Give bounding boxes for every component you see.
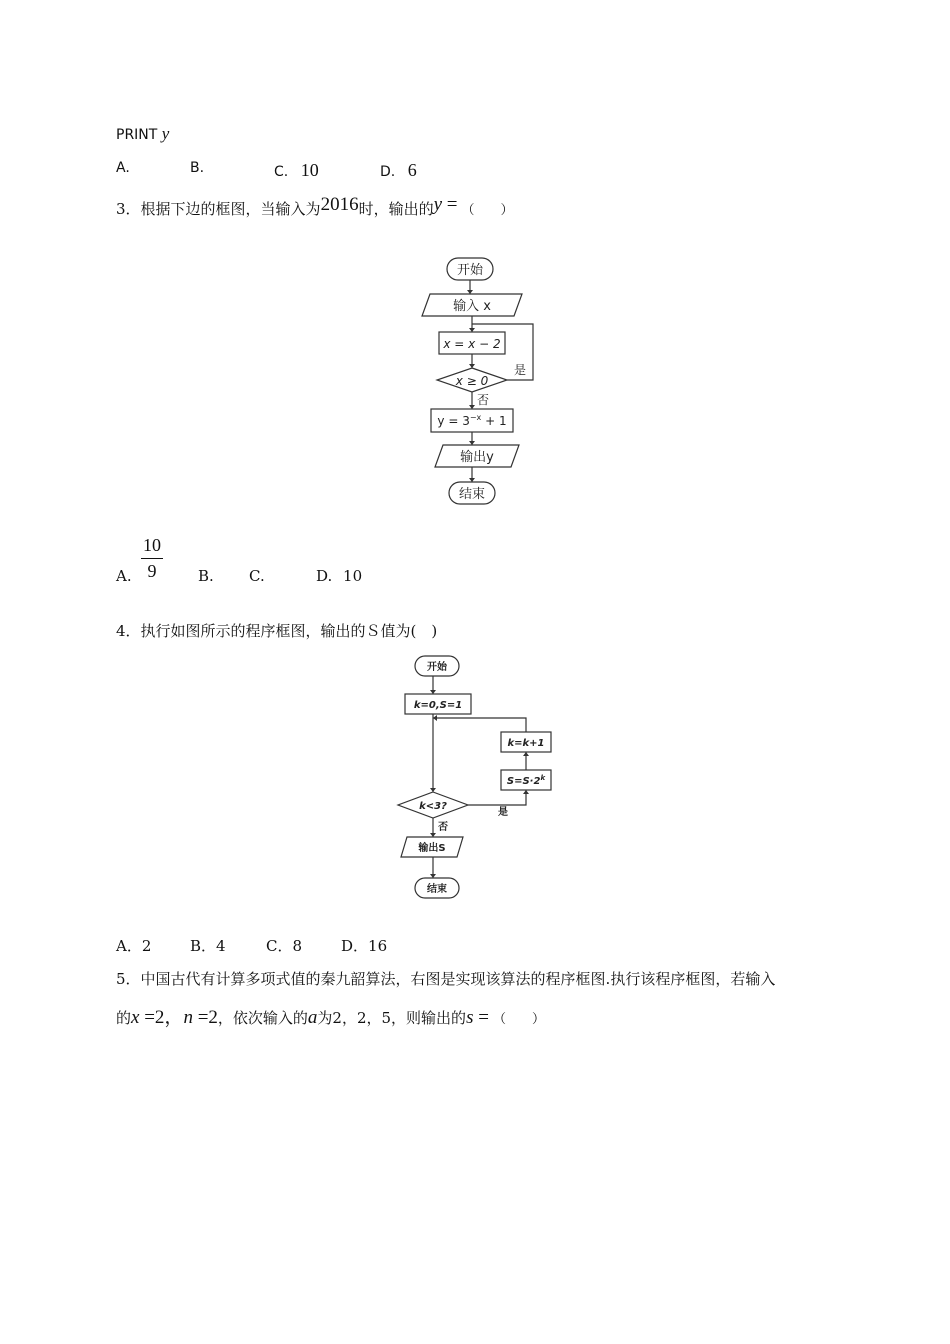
- q3-option-b-label: B.: [198, 567, 214, 585]
- q4-flowchart: [395, 652, 560, 902]
- q4-update-label: $S=S\cdot 2^k$: [506, 774, 546, 787]
- q4-condition-label: k<3?: [419, 801, 447, 812]
- q5-n-value: =2: [192, 1007, 218, 1028]
- q4-increment-label: k=k+1: [507, 738, 545, 749]
- q3-end-label: 结束: [458, 487, 486, 502]
- q4-end-label: 结束: [427, 884, 447, 895]
- q5-line2-mid: ，依次输入的: [217, 1009, 308, 1027]
- q3-no-label: 否: [476, 393, 490, 407]
- q3-formula-label: $y = 3^{-x} + 1$: [437, 413, 507, 428]
- q5-line2-after-a: 为2，2，5，则输出的: [317, 1009, 467, 1027]
- q3-assign-label: x = x − 2: [443, 337, 501, 351]
- q3-start-label: 开始: [456, 263, 484, 278]
- q3-stem: [116, 194, 514, 220]
- q3-option-d-value: 10: [343, 567, 363, 585]
- q2-option-c: [274, 160, 319, 181]
- q2-option-b-label: B.: [190, 160, 205, 176]
- q3-condition-label: x ≥ 0: [455, 374, 489, 388]
- q3-option-c-label: C.: [249, 567, 265, 585]
- q3-yes-label: 是: [513, 363, 527, 377]
- q3-flowchart: [400, 250, 550, 512]
- q3-option-d: [316, 567, 362, 585]
- q3-option-a-numerator: 10: [143, 535, 161, 555]
- q5-paren: （ ）: [492, 1012, 545, 1027]
- q3-option-a-denominator: 9: [147, 561, 157, 581]
- q3-text-middle: 时，输出的: [358, 200, 434, 218]
- q5-line2-prefix: 的: [116, 1009, 132, 1027]
- print-variable: y: [161, 124, 170, 143]
- print-keyword: PRINT: [116, 127, 158, 143]
- q3-option-a-label: A.: [116, 567, 132, 585]
- q3-option-d-label: D.: [316, 567, 333, 585]
- q2-option-c-label: C.: [274, 164, 289, 180]
- q3-input-value: 2016: [320, 194, 359, 215]
- q4-stem: [116, 620, 437, 641]
- q5-line-2: [116, 1002, 545, 1029]
- q3-text-before: 根据下边的框图，当输入为: [140, 200, 321, 218]
- q5-a-var: a: [307, 1007, 318, 1028]
- q3-option-a-fraction: [140, 535, 164, 582]
- q3-output-label: 输出y: [460, 450, 494, 465]
- q5-s-eq: =: [473, 1007, 489, 1028]
- fraction-bar: [141, 558, 163, 559]
- q2-option-d-value: 6: [407, 160, 417, 180]
- q2-option-d: [380, 160, 417, 181]
- q4-number: 4．: [116, 622, 141, 640]
- q2-option-b: [190, 160, 204, 176]
- q4-start-label: 开始: [427, 662, 447, 673]
- q2-option-a-label: A.: [116, 160, 130, 176]
- q4-init-label: k=0,S=1: [413, 700, 463, 711]
- q4-output-label: 输出S: [418, 843, 446, 854]
- q5-line-1: [116, 968, 775, 989]
- q4-yes-label: 是: [498, 807, 508, 818]
- q4-text: 执行如图所示的程序框图，输出的Ｓ值为( ): [140, 622, 438, 640]
- q4-no-label: 否: [438, 822, 448, 833]
- q2-option-d-label: D.: [380, 164, 396, 180]
- q5-n-var: n: [183, 1007, 193, 1028]
- q2-option-a: [116, 160, 130, 176]
- q5-x-value: =2: [139, 1007, 165, 1028]
- q4-option-d: D．16: [341, 937, 388, 955]
- q3-math-var: y: [433, 194, 443, 215]
- q4-option-a: A．2: [116, 937, 152, 955]
- q2-option-c-value: 10: [300, 160, 319, 180]
- q3-paren: （ ）: [461, 203, 514, 218]
- q5-x-var: x: [131, 1007, 140, 1028]
- print-statement: [116, 124, 169, 144]
- q4-option-b: B．4: [190, 937, 226, 955]
- q4-option-c: C．8: [266, 937, 303, 955]
- q5-number: 5．: [116, 970, 141, 988]
- q3-input-label: 输入 x: [453, 299, 491, 314]
- q5-separator: ，: [164, 1007, 184, 1028]
- q5-line1-text: 中国古代有计算多项式值的秦九韶算法，右图是实现该算法的程序框图.执行该程序框图，若输入: [140, 970, 776, 988]
- q3-number: 3．: [116, 200, 141, 218]
- q5-s-var: s: [466, 1007, 474, 1028]
- q3-math-eq: =: [442, 194, 458, 215]
